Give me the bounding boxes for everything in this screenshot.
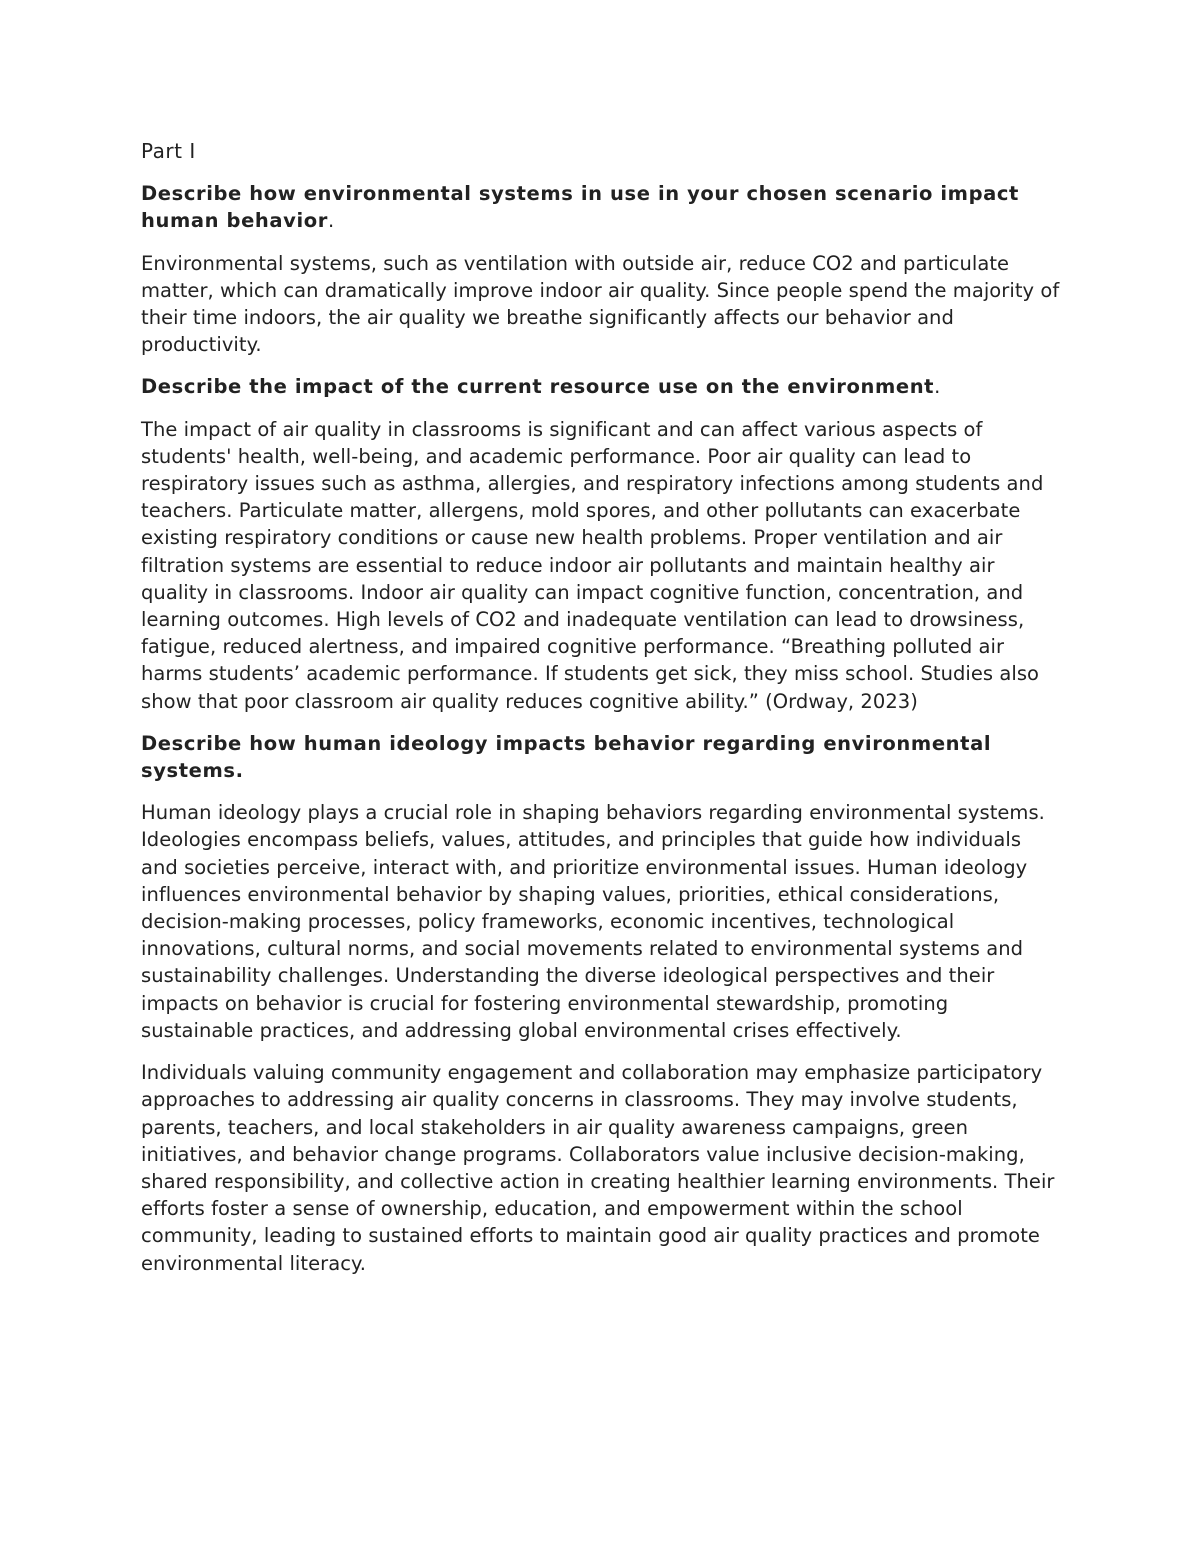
section-2-question <box>141 373 1061 400</box>
section-1-question-text: Describe how environmental systems in use in your chosen scenario impact human behavior <box>141 182 1019 233</box>
section-1-paragraph-1: Environmental systems, such as ventilation with outside air, reduce CO2 and particulate matter, which can dramatically improve indoor air quality. Since people spend the majority of their time indoors, the air quality we breathe significantly affects our behavior and productivity. <box>141 251 1060 357</box>
section-3-paragraph-2: Individuals valuing community engagement and collaboration may emphasize participatory approaches to addressing air quality concerns in classrooms. They may involve students, parents, teachers, and local stakeholders in air quality awareness campaigns, green initiatives, and behavior change programs. Collaborators value inclusive decision-making, shared responsibility, and collective action in creating healthier learning environments. Their efforts foster a sense of ownership, education, and empowerment within the school community, leading to sustained efforts to maintain good air quality practices and promote environmental literacy. <box>141 1061 1055 1275</box>
section-3-paragraph-1: Human ideology plays a crucial role in shaping behaviors regarding environmental systems. Ideologies encompass beliefs, values, attitudes, and principles that guide how individuals and societies perceive, interact with, and prioritize environmental issues. Human ideology influences environmental behavior by shaping values, priorities, ethical considerations, decision-making processes, policy frameworks, economic incentives, technological innovations, cultural norms, and social movements related to environmental systems and sustainability challenges. Understanding the diverse ideological perspectives and their impacts on behavior is crucial for fostering environmental stewardship, promoting sustainable practices, and addressing global environmental crises effectively. <box>141 801 1045 1042</box>
section-1-question <box>141 180 1061 234</box>
part-title: Part I <box>141 139 196 163</box>
section-3-question-text: Describe how human ideology impacts behavior regarding environmental systems. <box>141 731 992 783</box>
section-2-paragraph-1: The impact of air quality in classrooms is significant and can affect various aspects of students' health, well-being, and academic performance. Poor air quality can lead to respiratory issues such as asthma, allergies, and respiratory infections among students and teachers. Particulate matter, allergens, mold spores, and other pollutants can exacerbate existing respiratory conditions or cause new health problems. Proper ventilation and air filtration systems are essential to reduce indoor air pollutants and maintain healthy air quality in classrooms. Indoor air quality can impact cognitive function, concentration, and learning outcomes. High levels of CO2 and inadequate ventilation can lead to drowsiness, fatigue, reduced alertness, and impaired cognitive performance. “Breathing polluted air harms students’ academic performance. If students get sick, they miss school. Studies also show that poor classroom air quality reduces cognitive ability.” (Ordway, 2023) <box>141 417 1044 713</box>
document-page <box>141 138 1061 1292</box>
section-2-question-punct: . <box>934 375 941 399</box>
section-1-question-punct: . <box>327 209 335 233</box>
section-2-question-text: Describe the impact of the current resource use on the environment <box>141 375 935 399</box>
section-3-question <box>141 730 1061 784</box>
